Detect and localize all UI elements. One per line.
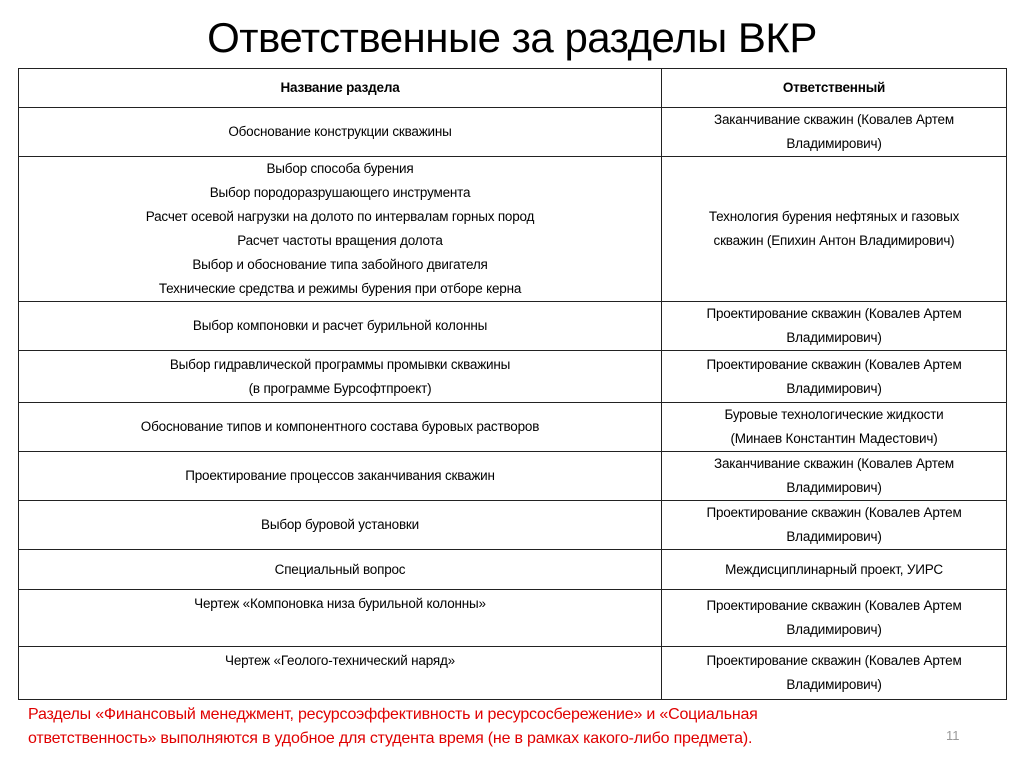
cell-line: Выбор буровой установки — [261, 517, 419, 532]
table-row — [19, 550, 1007, 590]
responsible-cell — [662, 108, 1007, 157]
footnote-line: Разделы «Финансовый менеджмент, ресурсоэффективность и ресурсосбережение» и «Социальная — [28, 706, 758, 723]
section-name-cell — [19, 302, 662, 351]
cell-line: Заканчивание скважин (Ковалев Артем — [714, 112, 954, 127]
table-row — [19, 501, 1007, 550]
cell-line: Расчет частоты вращения долота — [237, 233, 443, 248]
responsible-cell — [662, 590, 1007, 647]
table-row — [19, 403, 1007, 452]
table-row — [19, 351, 1007, 403]
cell-line: Проектирование скважин (Ковалев Артем — [706, 598, 962, 613]
responsible-cell — [662, 302, 1007, 351]
section-name-cell — [19, 157, 662, 302]
responsible-cell — [662, 157, 1007, 302]
cell-line: Буровые технологические жидкости — [724, 407, 944, 422]
section-name-cell — [19, 501, 662, 550]
cell-line: Выбор гидравлической программы промывки скважины — [169, 356, 511, 372]
cell-line: Проектирование скважин (Ковалев Артем — [706, 356, 962, 372]
section-name-cell — [19, 647, 662, 700]
cell-line: Владимирович) — [786, 529, 882, 544]
table-row — [19, 590, 1007, 647]
cell-line: Чертеж «Компоновка низа бурильной колонны» — [194, 596, 486, 611]
responsible-cell — [662, 403, 1007, 452]
section-name-cell — [19, 550, 662, 590]
footnote — [28, 703, 908, 751]
cell-line: Чертеж «Геолого-технический наряд» — [225, 653, 455, 668]
cell-line: Выбор компоновки и расчет бурильной колонны — [192, 318, 488, 333]
responsible-cell — [662, 351, 1007, 403]
cell-line: (в программе Бурсофтпроект) — [248, 380, 432, 396]
page-number: 11 — [946, 728, 960, 743]
cell-line: Выбор породоразрушающего инструмента — [209, 185, 471, 200]
table-row — [19, 157, 1007, 302]
cell-line: Выбор способа бурения — [266, 161, 414, 176]
section-name-cell — [19, 403, 662, 452]
section-name-cell — [19, 351, 662, 403]
cell-line: Междисциплинарный проект, УИРС — [725, 561, 943, 577]
cell-line: Проектирование скважин (Ковалев Артем — [706, 653, 962, 668]
section-name-cell — [19, 452, 662, 501]
cell-line: Расчет осевой нагрузки на долото по интервалам горных пород — [145, 209, 535, 224]
cell-line: скважин (Епихин Антон Владимирович) — [713, 233, 955, 248]
table-row — [19, 302, 1007, 351]
table-row — [19, 647, 1007, 700]
header-section-name: Название раздела — [19, 69, 662, 108]
cell-line: Обоснование типов и компонентного состава буровых растворов — [140, 419, 540, 434]
cell-line: Заканчивание скважин (Ковалев Артем — [714, 456, 954, 471]
cell-line: Проектирование скважин (Ковалев Артем — [706, 306, 962, 321]
cell-line: Владимирович) — [786, 480, 882, 495]
cell-line: Обоснование конструкции скважины — [228, 124, 452, 139]
cell-line: Технические средства и режимы бурения при отборе керна — [158, 281, 522, 296]
footnote-line: ответственность» выполняются в удобное для студента время (не в рамках какого-либо предмета). — [28, 730, 753, 747]
cell-line: Владимирович) — [786, 622, 882, 637]
responsible-cell — [662, 647, 1007, 700]
section-name-cell — [19, 108, 662, 157]
table-row — [19, 452, 1007, 501]
table-row — [19, 108, 1007, 157]
responsible-cell — [662, 501, 1007, 550]
cell-line: Владимирович) — [786, 330, 882, 345]
table-header-row — [19, 69, 1007, 108]
cell-line: Владимирович) — [786, 380, 882, 396]
cell-line: Владимирович) — [786, 677, 882, 692]
section-name-cell — [19, 590, 662, 647]
slide-title: Ответственные за разделы ВКР — [207, 14, 817, 61]
responsible-cell — [662, 452, 1007, 501]
cell-line: Проектирование процессов заканчивания скважин — [185, 468, 495, 483]
responsibility-table — [18, 68, 1007, 700]
cell-line: Выбор и обоснование типа забойного двигателя — [192, 257, 488, 272]
cell-line: Проектирование скважин (Ковалев Артем — [706, 505, 962, 520]
cell-line: Технология бурения нефтяных и газовых — [708, 209, 960, 224]
header-responsible: Ответственный — [662, 69, 1007, 108]
cell-line: Владимирович) — [786, 136, 882, 151]
responsible-cell — [662, 550, 1007, 590]
cell-line: (Минаев Константин Мадестович) — [730, 431, 938, 446]
cell-line: Специальный вопрос — [274, 561, 406, 577]
